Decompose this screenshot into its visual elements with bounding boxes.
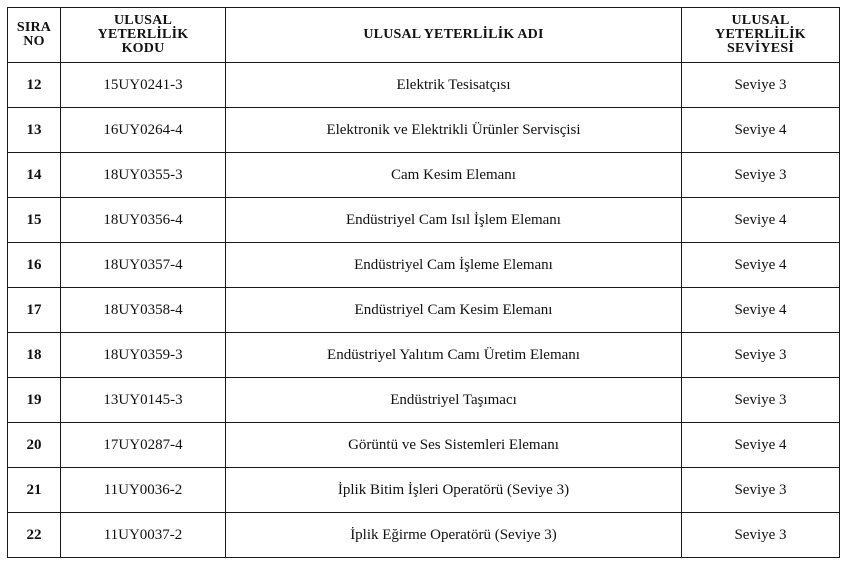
cell-yeterlilik-kodu: 13UY0145-3 (61, 378, 226, 423)
header-row (8, 8, 840, 63)
cell-yeterlilik-adi: Endüstriyel Taşımacı (226, 378, 682, 423)
cell-yeterlilik-seviyesi: Seviye 4 (682, 198, 840, 243)
cell-yeterlilik-adi: Görüntü ve Ses Sistemleri Elemanı (226, 423, 682, 468)
cell-sira-no: 13 (8, 108, 61, 153)
cell-yeterlilik-kodu: 18UY0357-4 (61, 243, 226, 288)
cell-yeterlilik-seviyesi: Seviye 4 (682, 108, 840, 153)
cell-sira-no: 18 (8, 333, 61, 378)
cell-yeterlilik-adi: Endüstriyel Yalıtım Camı Üretim Elemanı (226, 333, 682, 378)
table-row (8, 333, 840, 378)
cell-yeterlilik-kodu: 18UY0358-4 (61, 288, 226, 333)
table-row (8, 378, 840, 423)
header-yeterlilik-adi (226, 8, 682, 63)
table-row (8, 153, 840, 198)
cell-yeterlilik-seviyesi: Seviye 3 (682, 153, 840, 198)
qualifications-table (7, 7, 840, 558)
cell-yeterlilik-seviyesi: Seviye 4 (682, 423, 840, 468)
header-kodu-line-3: KODU (121, 41, 165, 56)
cell-yeterlilik-adi: Cam Kesim Elemanı (226, 153, 682, 198)
cell-yeterlilik-adi: Elektronik ve Elektrikli Ürünler Servisçisi (226, 108, 682, 153)
cell-yeterlilik-kodu: 15UY0241-3 (61, 63, 226, 108)
cell-yeterlilik-seviyesi: Seviye 3 (682, 468, 840, 513)
cell-yeterlilik-seviyesi: Seviye 4 (682, 243, 840, 288)
cell-yeterlilik-adi: Endüstriyel Cam Kesim Elemanı (226, 288, 682, 333)
cell-yeterlilik-kodu: 11UY0037-2 (61, 513, 226, 558)
cell-sira-no: 14 (8, 153, 61, 198)
cell-yeterlilik-adi: Elektrik Tesisatçısı (226, 63, 682, 108)
header-sira-line-1: SIRA (16, 20, 52, 35)
cell-yeterlilik-seviyesi: Seviye 3 (682, 513, 840, 558)
table-row (8, 288, 840, 333)
cell-yeterlilik-adi: İplik Eğirme Operatörü (Seviye 3) (226, 513, 682, 558)
header-kodu-line-1: ULUSAL (114, 13, 172, 28)
cell-yeterlilik-adi: Endüstriyel Cam Isıl İşlem Elemanı (226, 198, 682, 243)
table-body (8, 63, 840, 558)
header-yeterlilik-kodu (61, 8, 226, 63)
header-sira-line-2: NO (23, 34, 45, 49)
cell-sira-no: 21 (8, 468, 61, 513)
cell-yeterlilik-kodu: 18UY0355-3 (61, 153, 226, 198)
cell-yeterlilik-adi: İplik Bitim İşleri Operatörü (Seviye 3) (226, 468, 682, 513)
table-row (8, 423, 840, 468)
table-row (8, 513, 840, 558)
header-kodu-line-2: YETERLİLİK (97, 27, 189, 42)
table-row (8, 243, 840, 288)
cell-yeterlilik-kodu: 16UY0264-4 (61, 108, 226, 153)
cell-yeterlilik-kodu: 17UY0287-4 (61, 423, 226, 468)
cell-sira-no: 20 (8, 423, 61, 468)
table-row (8, 468, 840, 513)
table-row (8, 63, 840, 108)
table-row (8, 198, 840, 243)
header-seviye-line-1: ULUSAL (731, 13, 790, 28)
cell-sira-no: 16 (8, 243, 61, 288)
cell-yeterlilik-kodu: 18UY0356-4 (61, 198, 226, 243)
header-seviye-line-2: YETERLİLİK (715, 27, 806, 42)
header-sira-no (8, 8, 61, 63)
cell-sira-no: 22 (8, 513, 61, 558)
cell-yeterlilik-adi: Endüstriyel Cam İşleme Elemanı (226, 243, 682, 288)
cell-yeterlilik-seviyesi: Seviye 4 (682, 288, 840, 333)
cell-yeterlilik-seviyesi: Seviye 3 (682, 63, 840, 108)
cell-sira-no: 15 (8, 198, 61, 243)
header-yeterlilik-seviyesi (682, 8, 840, 63)
table-header (8, 8, 840, 63)
header-seviye-line-3: SEVİYESİ (727, 41, 794, 56)
cell-sira-no: 12 (8, 63, 61, 108)
cell-yeterlilik-kodu: 11UY0036-2 (61, 468, 226, 513)
cell-sira-no: 19 (8, 378, 61, 423)
header-adi-line-1: ULUSAL YETERLİLİK ADI (363, 27, 544, 42)
cell-yeterlilik-kodu: 18UY0359-3 (61, 333, 226, 378)
cell-sira-no: 17 (8, 288, 61, 333)
table-row (8, 108, 840, 153)
cell-yeterlilik-seviyesi: Seviye 3 (682, 333, 840, 378)
cell-yeterlilik-seviyesi: Seviye 3 (682, 378, 840, 423)
